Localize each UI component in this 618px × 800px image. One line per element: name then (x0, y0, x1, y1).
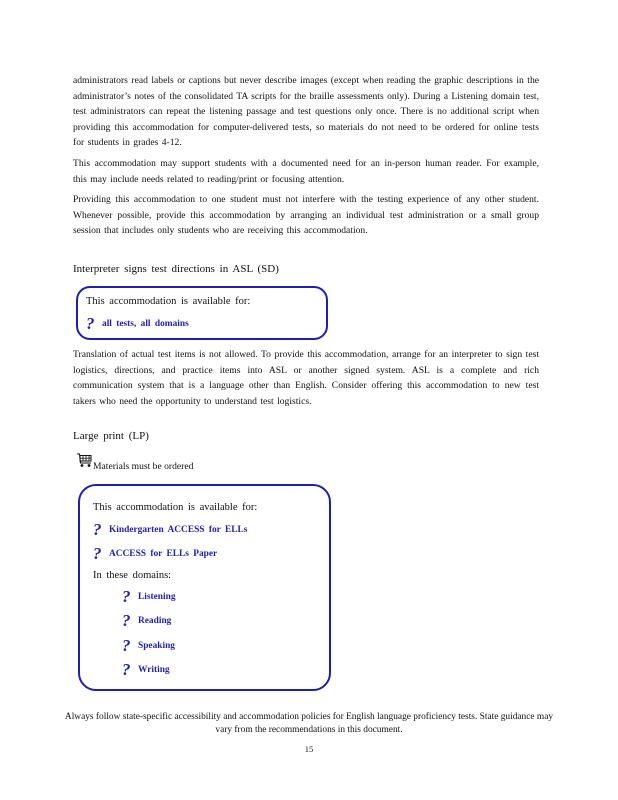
paragraph-sd-description: Translation of actual test items is not allowed. To provide this accommodation, arrange for an interpreter to sign test logistics, directions, and practice items into ASL or another signed system. ASL is a complete and rich communication system that is a language other than English. Consider offering this accommodation to new test takers who need the opportunity to understand test logistics. (73, 349, 539, 407)
domain-item (122, 611, 171, 631)
question-bullet-icon: ? (122, 636, 131, 655)
paragraph-reader-administration: Providing this accommodation to one student must not interfere with the testing experience of any other student. Whenever possible, provide this accommodation by arranging an individual test administration or a small group session that includes only students who are receiving this accommodation. (73, 194, 539, 237)
availability-item (86, 314, 189, 334)
order-note: Materials must be ordered (93, 461, 194, 472)
domain-item-text: Listening (138, 592, 176, 602)
paragraph-reader-intro: administrators read labels or captions but never describe images (except when reading the graphic descriptions in the administrator’s notes of the consolidated TA scripts for the braille assessments only). During a Listening domain test, test administrators can repeat the listening passage and test questions only once. There is no additional script when providing this accommodation for computer-delivered tests, so materials do not need to be ordered for online tests for students in grades 4-12. (73, 75, 539, 149)
domains-label: In these domains: (93, 570, 172, 581)
footer-note: Always follow state-specific accessibility and accommodation policies for English language proficiency tests. State guidance may vary from the recommendations in this document. (64, 712, 554, 735)
test-item-text: Kindergarten ACCESS for ELLs (109, 525, 248, 535)
question-bullet-icon: ? (86, 314, 95, 333)
question-bullet-icon: ? (122, 660, 131, 679)
heading-sd: Interpreter signs test directions in ASL (SD) (73, 263, 279, 275)
test-item (93, 544, 217, 564)
question-bullet-icon: ? (122, 611, 131, 630)
page-number: 15 (304, 744, 314, 754)
availability-label: This accommodation is available for: (93, 502, 258, 513)
heading-lp: Large print (LP) (73, 430, 149, 442)
availability-item-text: all tests, all domains (102, 319, 189, 329)
domain-item (122, 660, 170, 680)
test-item-text: ACCESS for ELLs Paper (109, 549, 218, 559)
domain-item-text: Writing (138, 665, 170, 675)
availability-box-sd (76, 286, 328, 340)
domain-item-text: Speaking (138, 641, 175, 651)
test-item (93, 520, 247, 540)
domain-item (122, 587, 176, 607)
paragraph-reader-support: This accommodation may support students with a documented need for an in-person human reader. For example, this may include needs related to reading/print or focusing attention. (73, 158, 539, 185)
question-bullet-icon: ? (93, 520, 102, 539)
shopping-cart-icon (76, 452, 93, 469)
availability-box-lp (78, 484, 331, 691)
question-bullet-icon: ? (122, 587, 131, 606)
question-bullet-icon: ? (93, 544, 102, 563)
availability-label: This accommodation is available for: (86, 296, 251, 307)
domain-item-text: Reading (138, 616, 172, 626)
domain-item (122, 636, 175, 656)
